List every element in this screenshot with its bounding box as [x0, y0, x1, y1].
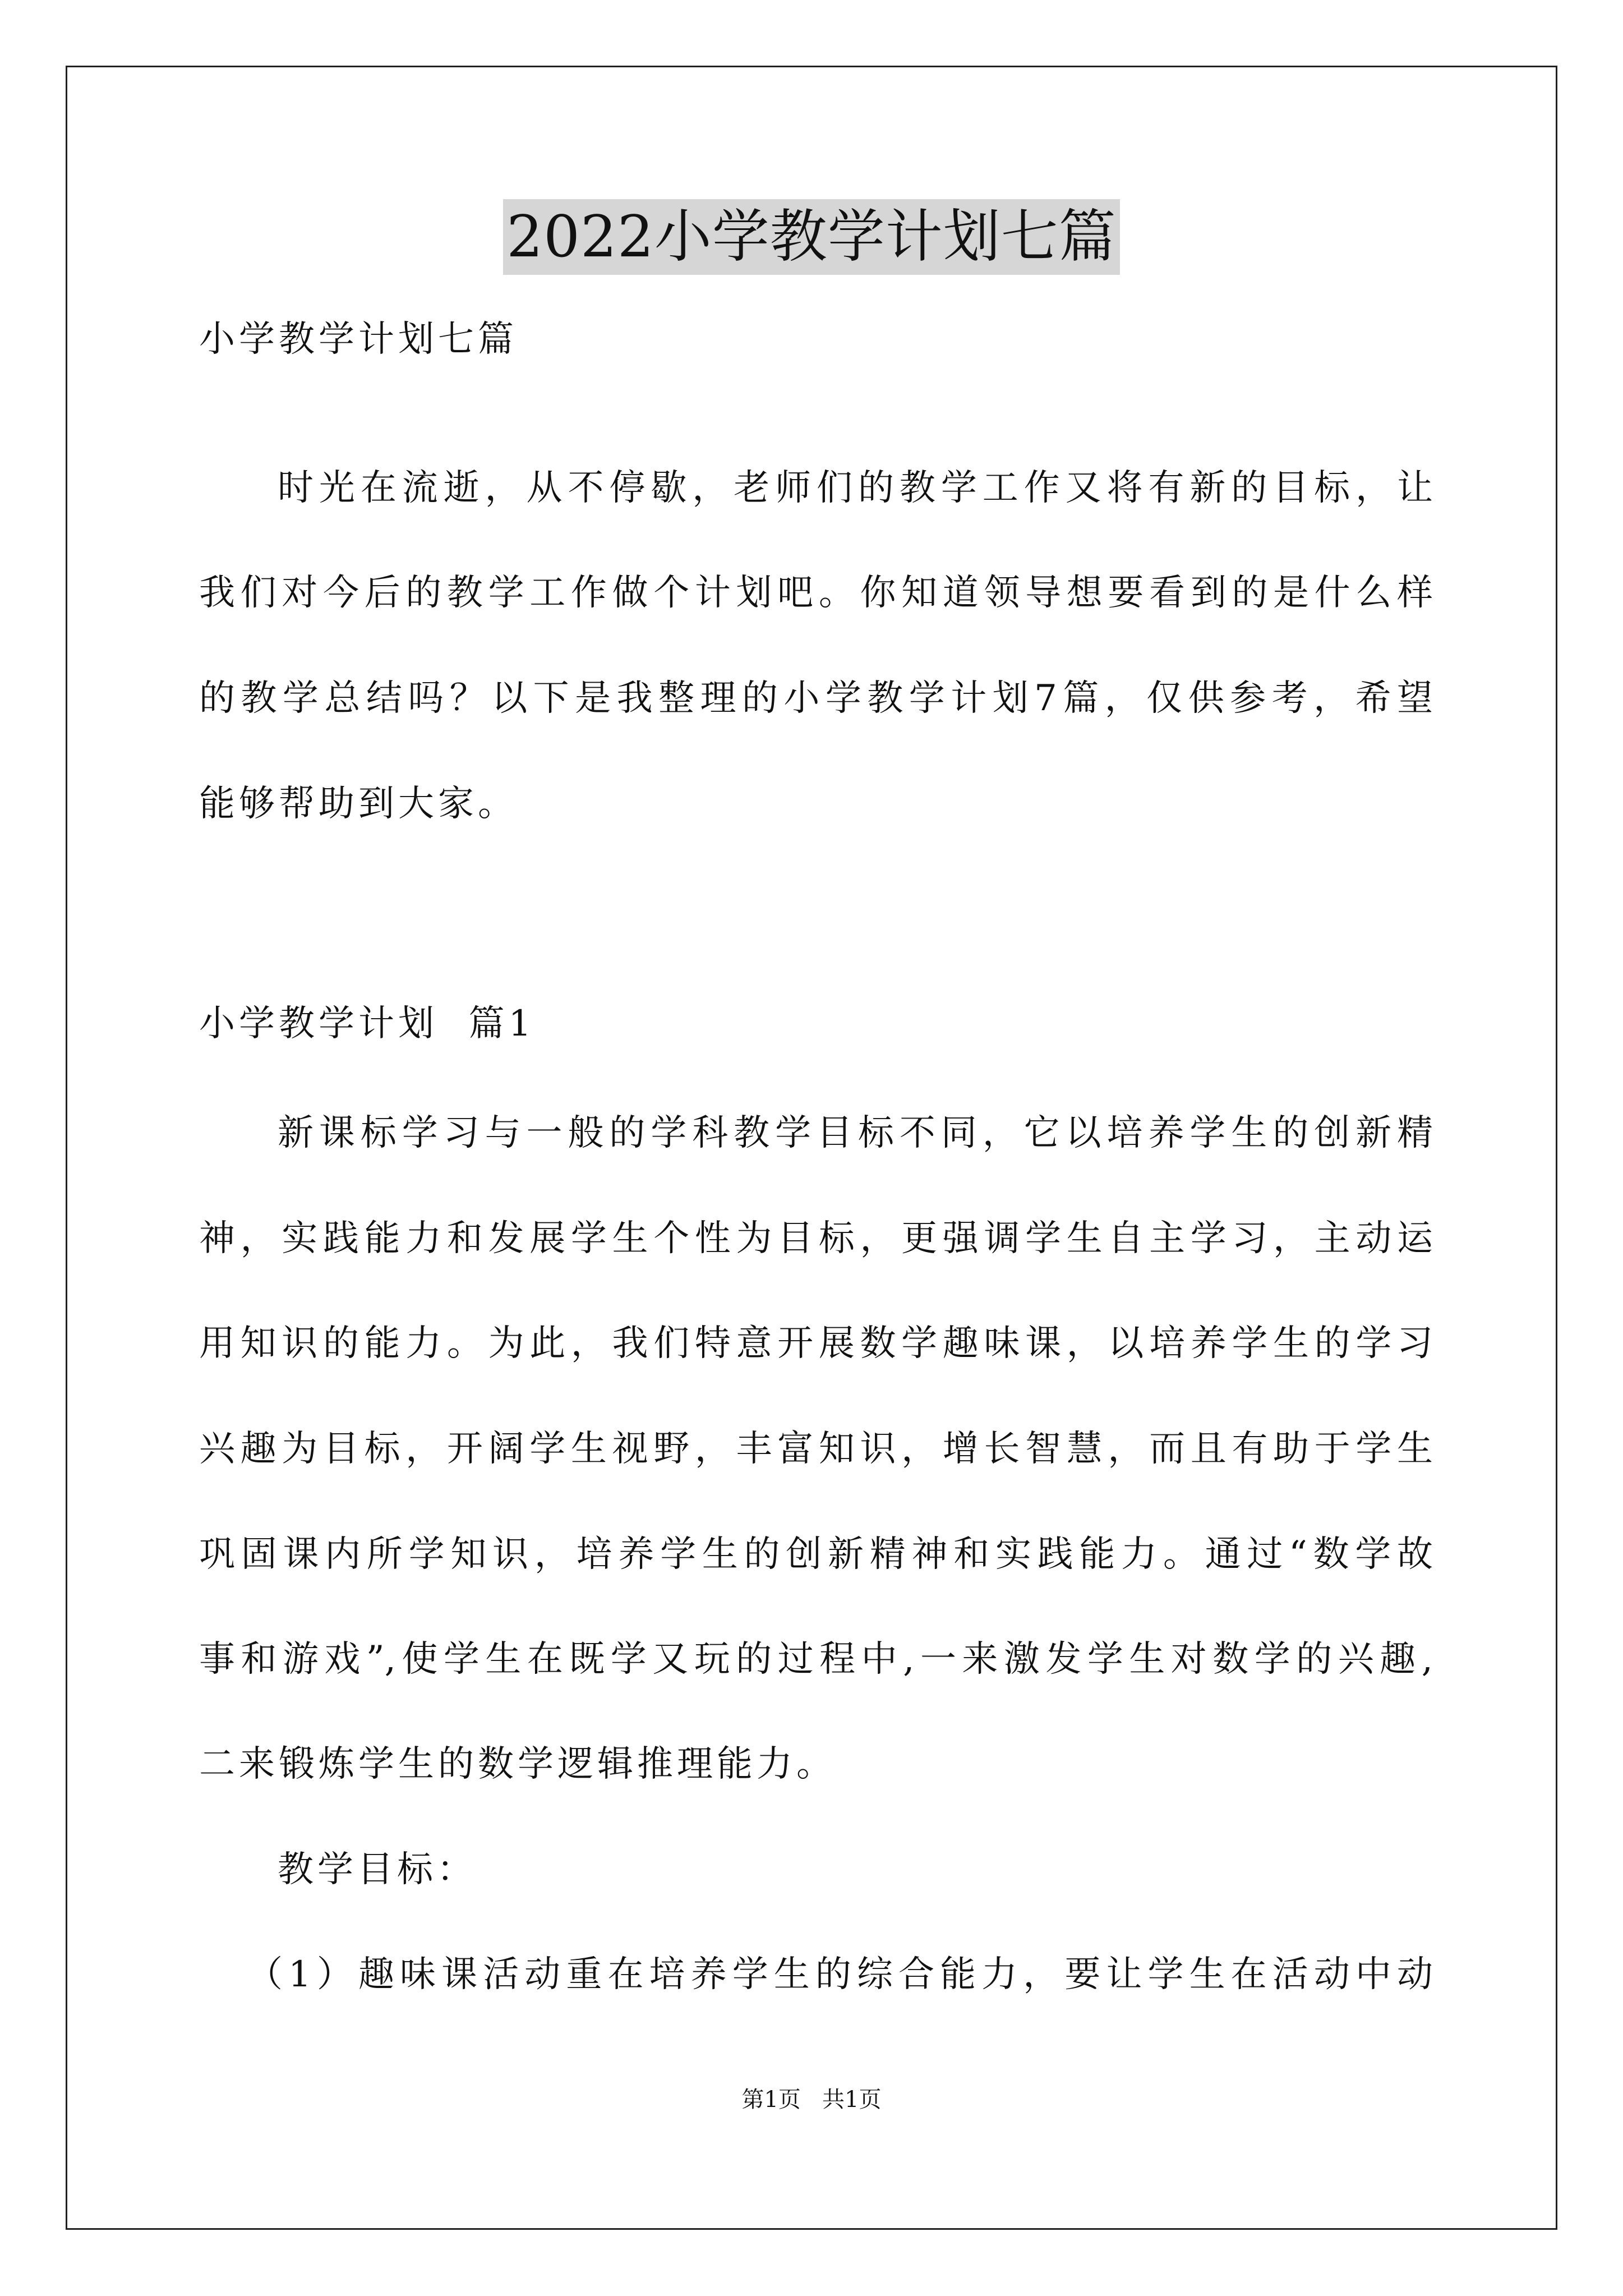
document-subtitle: 小学教学计划七篇 [199, 319, 518, 360]
intro-line-2: 我们对今后的教学工作做个计划吧。你知道领导想要看到的是什么样 [199, 572, 1433, 614]
document-title [0, 199, 1623, 275]
section-line-6: 事和游戏”,使学生在既学又玩的过程中,一来激发学生对数学的兴趣, [199, 1639, 1433, 1680]
section-line-1: 新课标学习与一般的学科教学目标不同，它以培养学生的创新精 [278, 1112, 1433, 1154]
document-title-text: 2022小学教学计划七篇 [503, 199, 1120, 275]
intro-line-3: 的教学总结吗？以下是我整理的小学教学计划7篇，仅供参考，希望 [199, 678, 1433, 719]
section-line-4: 兴趣为目标，开阔学生视野，丰富知识，增长智慧，而且有助于学生 [199, 1428, 1433, 1470]
section-line-7: 二来锻炼学生的数学逻辑推理能力。 [199, 1743, 836, 1785]
objectives-label: 教学目标： [278, 1849, 477, 1890]
section-heading: 小学教学计划 篇1 [199, 1003, 536, 1045]
intro-line-1: 时光在流逝，从不停歇，老师们的教学工作又将有新的目标，让 [278, 467, 1433, 509]
section-line-2: 神，实践能力和发展学生个性为目标，更强调学生自主学习，主动运 [199, 1218, 1433, 1259]
objective-item-1: （1）趣味课活动重在培养学生的综合能力，要让学生在活动中动 [247, 1954, 1433, 1995]
page-indicator: 第1页 共1页 [741, 2087, 882, 2113]
section-line-5: 巩固课内所学知识，培养学生的创新精神和实践能力。通过“数学故 [199, 1534, 1433, 1575]
intro-line-4: 能够帮助到大家。 [199, 783, 518, 825]
section-line-3: 用知识的能力。为此，我们特意开展数学趣味课，以培养学生的学习 [199, 1323, 1433, 1364]
